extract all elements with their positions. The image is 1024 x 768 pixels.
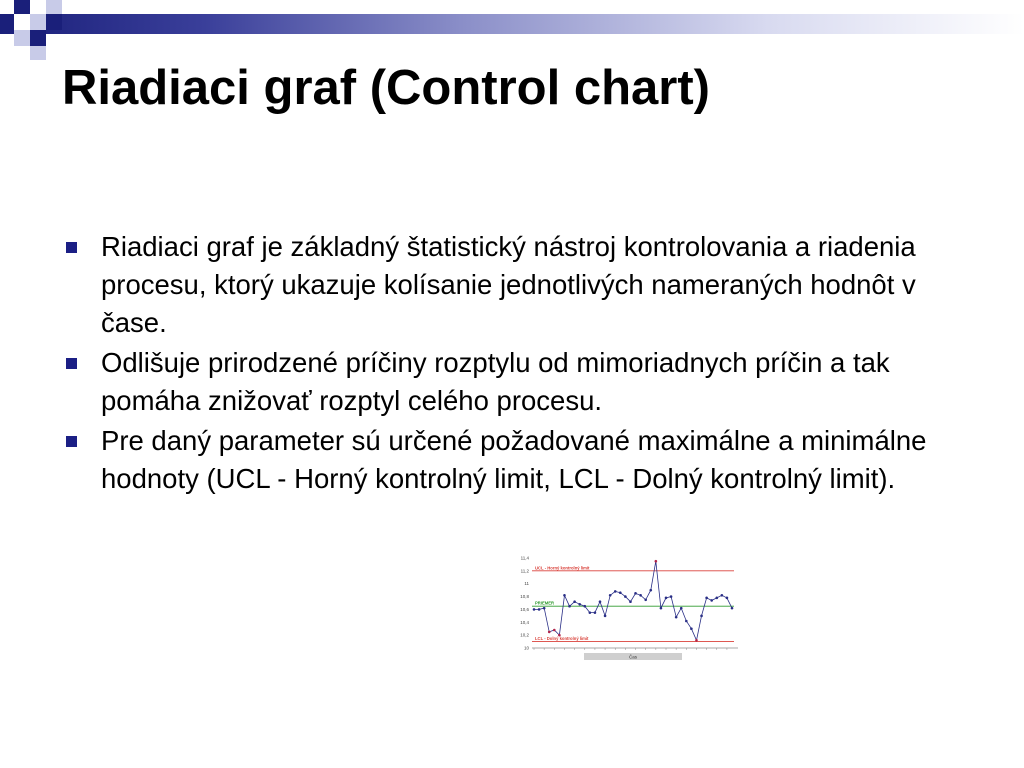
- data-point: [655, 560, 658, 563]
- data-point: [619, 591, 622, 594]
- data-point: [695, 639, 698, 642]
- bullet-list: [62, 228, 982, 500]
- data-point: [644, 598, 647, 601]
- x-axis-label: Čas: [628, 654, 638, 660]
- bullet-text: Riadiaci graf je základný štatistický nástroj kontrolovania a riadenia procesu, ktorý ukazuje kolísanie jednotlivých nameraných hodnôt v čase.: [101, 231, 916, 338]
- corner-squares-decoration: [0, 0, 80, 60]
- data-point: [670, 595, 673, 598]
- data-point: [665, 597, 668, 600]
- header-gradient-band: [0, 14, 1024, 34]
- y-tick-label: 10,2: [520, 632, 529, 638]
- slide-title: Riadiaci graf (Control chart): [62, 61, 710, 115]
- series-line: [534, 561, 732, 640]
- bullet-text: Pre daný parameter sú určené požadované maximálne a minimálne hodnoty (UCL - Horný kontrolný limit, LCL - Dolný kontrolný limit).: [101, 425, 927, 494]
- data-point: [563, 594, 566, 597]
- square-bullet-icon: [66, 358, 77, 369]
- data-point: [553, 629, 556, 632]
- data-point: [639, 594, 642, 597]
- square-bullet-icon: [66, 242, 77, 253]
- data-point: [685, 620, 688, 623]
- data-point: [680, 607, 683, 610]
- data-point: [700, 615, 703, 618]
- y-tick-label: 11: [524, 581, 529, 587]
- data-point: [573, 600, 576, 603]
- data-point: [721, 594, 724, 597]
- data-point: [649, 589, 652, 592]
- y-tick-label: 11,4: [520, 555, 529, 561]
- data-point: [675, 616, 678, 619]
- data-point: [594, 611, 597, 614]
- data-point: [599, 600, 602, 603]
- center-label: PRIEMER: [535, 600, 555, 606]
- y-tick-label: 10,4: [520, 619, 529, 625]
- lcl-label: LCL - Dolný kontrolný limit: [535, 636, 589, 642]
- data-points: [533, 560, 734, 642]
- data-point: [624, 595, 627, 598]
- data-point: [690, 627, 693, 630]
- data-point: [583, 605, 586, 608]
- data-point: [731, 607, 734, 610]
- data-point: [705, 597, 708, 600]
- data-point: [548, 631, 551, 634]
- bullet-text: Odlišuje prirodzené príčiny rozptylu od mimoriadnych príčin a tak pomáha znižovať rozptyl celého procesu.: [101, 347, 890, 416]
- data-point: [568, 605, 571, 608]
- data-point: [614, 590, 617, 593]
- control-chart-svg: [510, 548, 750, 668]
- data-point: [715, 597, 718, 600]
- data-point: [660, 607, 663, 610]
- data-point: [589, 611, 592, 614]
- data-point: [533, 608, 536, 611]
- control-chart: [510, 548, 750, 668]
- y-tick-label: 11,2: [520, 568, 529, 574]
- data-point: [726, 597, 729, 600]
- bullet-item: [62, 344, 982, 420]
- bullet-item: [62, 422, 982, 498]
- data-point: [538, 608, 541, 611]
- data-point: [578, 603, 581, 606]
- data-point: [543, 607, 546, 610]
- data-point: [710, 599, 713, 602]
- data-point: [634, 592, 637, 595]
- ucl-label: UCL - Horný kontrolný limit: [535, 565, 590, 571]
- data-point: [604, 615, 607, 618]
- data-point: [629, 600, 632, 603]
- y-tick-label: 10,8: [520, 594, 529, 600]
- data-point: [558, 634, 561, 637]
- data-point: [609, 594, 612, 597]
- y-axis-ticks: [520, 556, 529, 651]
- y-tick-label: 10: [523, 645, 529, 651]
- bullet-item: [62, 228, 982, 342]
- square-bullet-icon: [66, 436, 77, 447]
- y-tick-label: 10,6: [520, 606, 529, 612]
